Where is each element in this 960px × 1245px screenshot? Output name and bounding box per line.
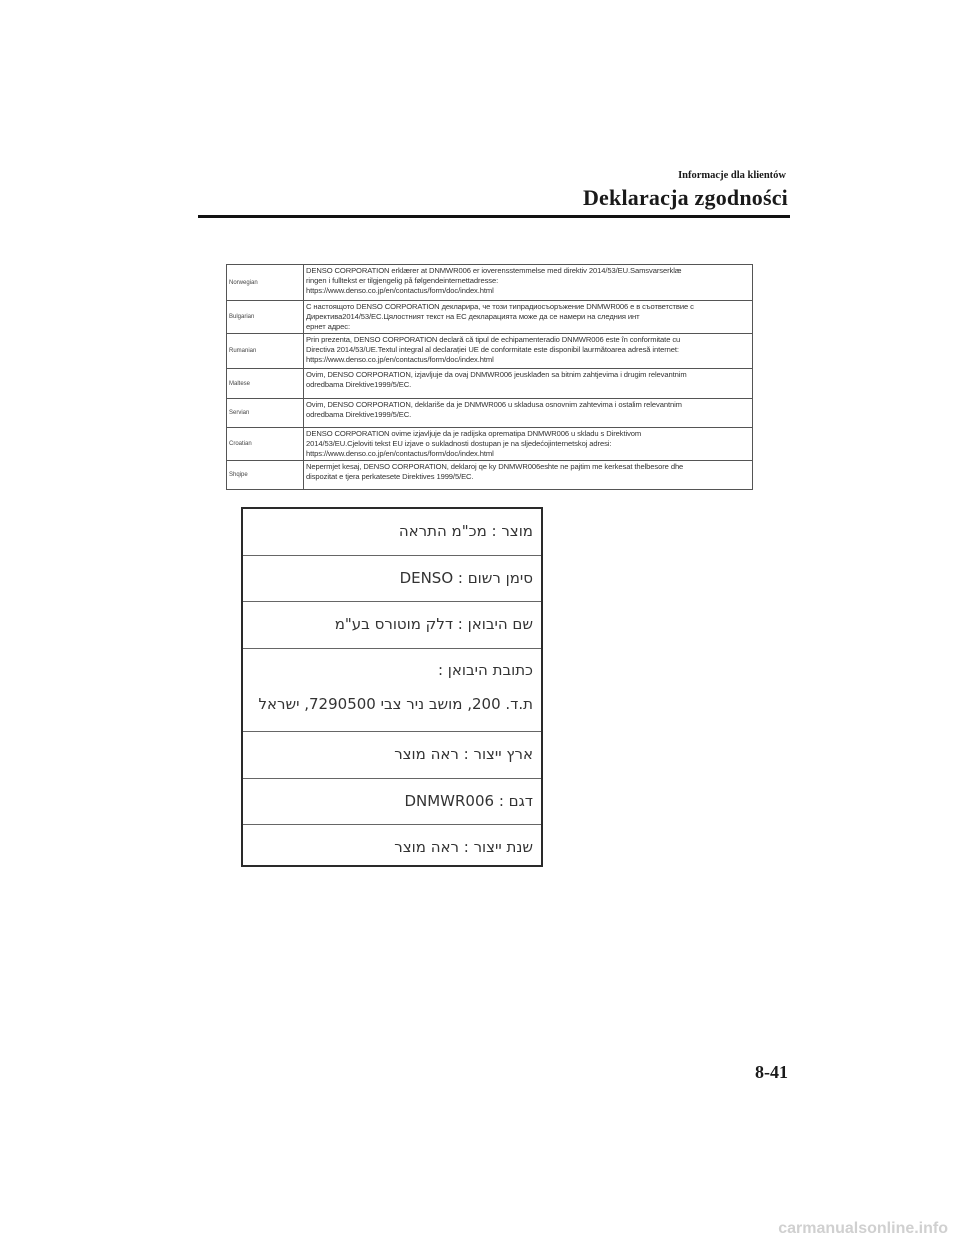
hebrew-row	[243, 649, 541, 732]
hebrew-row	[243, 732, 541, 779]
declaration-line: odredbama Direktive1999/5/EC.	[306, 410, 412, 419]
declaration-line: https://www.denso.co.jp/en/contactus/form/doc/index.html	[306, 449, 494, 458]
declaration-row	[227, 428, 753, 461]
declaration-language: Norwegian	[227, 265, 304, 301]
hebrew-line: שם היבואן : דלק מוטורס בע"מ	[334, 615, 533, 633]
declaration-line: ringen i fulltekst er tilgjengelig på følgendeinternettadresse:	[306, 276, 499, 285]
declaration-row	[227, 461, 753, 490]
declarations-table	[226, 264, 753, 490]
declaration-line: Directiva 2014/53/UE.Textul integral al declarației UE de conformitate este disponibil laurmătoarea adresă internet:	[306, 345, 679, 354]
declaration-line: Директива2014/53/EC.Цялостният текст на ЕС декларацията може да се намери на следния инт	[306, 312, 640, 321]
page-number: 8-41	[755, 1062, 788, 1082]
declaration-line: ернет адрес:	[306, 322, 351, 331]
declaration-text	[304, 428, 753, 461]
page-title: Deklaracja zgodności	[582, 185, 788, 210]
declaration-language: Shqipe	[227, 461, 304, 490]
section-label: Informacje dla klientów	[678, 170, 786, 181]
declaration-row	[227, 265, 753, 301]
hebrew-row	[243, 509, 541, 556]
watermark: carmanualsonline.info	[778, 1220, 948, 1237]
hebrew-line: ארץ ייצור : ראה מוצר	[394, 745, 533, 763]
declaration-line: Ovim, DENSO CORPORATION, deklariše da je DNMWR006 u skladusa osnovnim zahtevima i ostalim relevantnim	[306, 400, 682, 409]
declaration-row	[227, 399, 753, 428]
declaration-text	[304, 334, 753, 369]
declaration-text	[304, 399, 753, 428]
declaration-line: odredbama Direktive1999/5/EC.	[306, 380, 412, 389]
hebrew-line: ת.ד. 200, מושב ניר צבי 7290500, ישראל	[258, 695, 533, 713]
hebrew-row	[243, 602, 541, 649]
declaration-line: Ovim, DENSO CORPORATION, izjavljuje da ovaj DNMWR006 jeusklađen sa bitnim zahtjevima i drugim relevantnim	[306, 370, 687, 379]
header-rule	[198, 215, 790, 218]
declaration-language: Croatian	[227, 428, 304, 461]
declaration-text	[304, 265, 753, 301]
declaration-line: DENSO CORPORATION erklærer at DNMWR006 er ioverensstemmelse med direktiv 2014/53/EU.Samsvarserklæ	[306, 266, 682, 275]
declaration-line: https://www.denso.co.jp/en/contactus/form/doc/index.html	[306, 355, 494, 364]
declaration-row	[227, 334, 753, 369]
hebrew-row	[243, 779, 541, 825]
declaration-language: Maltese	[227, 369, 304, 399]
declaration-line: Nepermjet kesaj, DENSO CORPORATION, deklaroj qe ky DNMWR006eshte ne pajtim me kerkesat thelbesore dhe	[306, 462, 684, 471]
declaration-text	[304, 369, 753, 399]
hebrew-line: דגם : DNMWR006	[404, 792, 533, 810]
hebrew-line: שנת ייצור : ראה מוצר	[394, 838, 533, 856]
hebrew-line: כתובת היבואן :	[437, 661, 533, 679]
declaration-line: Prin prezenta, DENSO CORPORATION declară că tipul de echipamenteradio DNMWR006 este în conformitate cu	[306, 335, 681, 344]
hebrew-line: סימן רשום : DENSO	[399, 569, 533, 587]
declaration-line: dispozitat e tjera perkatesete Direktives 1999/5/EC.	[306, 472, 474, 481]
declaration-row	[227, 301, 753, 334]
hebrew-line: מוצר : מכ"מ התראה	[398, 522, 533, 540]
declaration-text	[304, 301, 753, 334]
declaration-language: Servian	[227, 399, 304, 428]
hebrew-row	[243, 556, 541, 602]
declaration-text	[304, 461, 753, 490]
declaration-language: Bulgarian	[227, 301, 304, 334]
hebrew-row	[243, 825, 541, 869]
declaration-line: https://www.denso.co.jp/en/contactus/form/doc/index.html	[306, 286, 494, 295]
declaration-line: 2014/53/EU.Cjeloviti tekst EU izjave o sukladnosti dostupan je na sljedećojinternetskoj adresi:	[306, 439, 612, 448]
declaration-language: Rumanian	[227, 334, 304, 369]
declaration-line: С настоящото DENSO CORPORATION декларира, че този типрадиосъоръжение DNMWR006 е в съответствие с	[306, 302, 694, 311]
declaration-line: DENSO CORPORATION ovime izjavljuje da je radijska oprematipa DNMWR006 u skladu s Direktivom	[306, 429, 642, 438]
hebrew-declaration-box	[241, 507, 543, 867]
declaration-row	[227, 369, 753, 399]
